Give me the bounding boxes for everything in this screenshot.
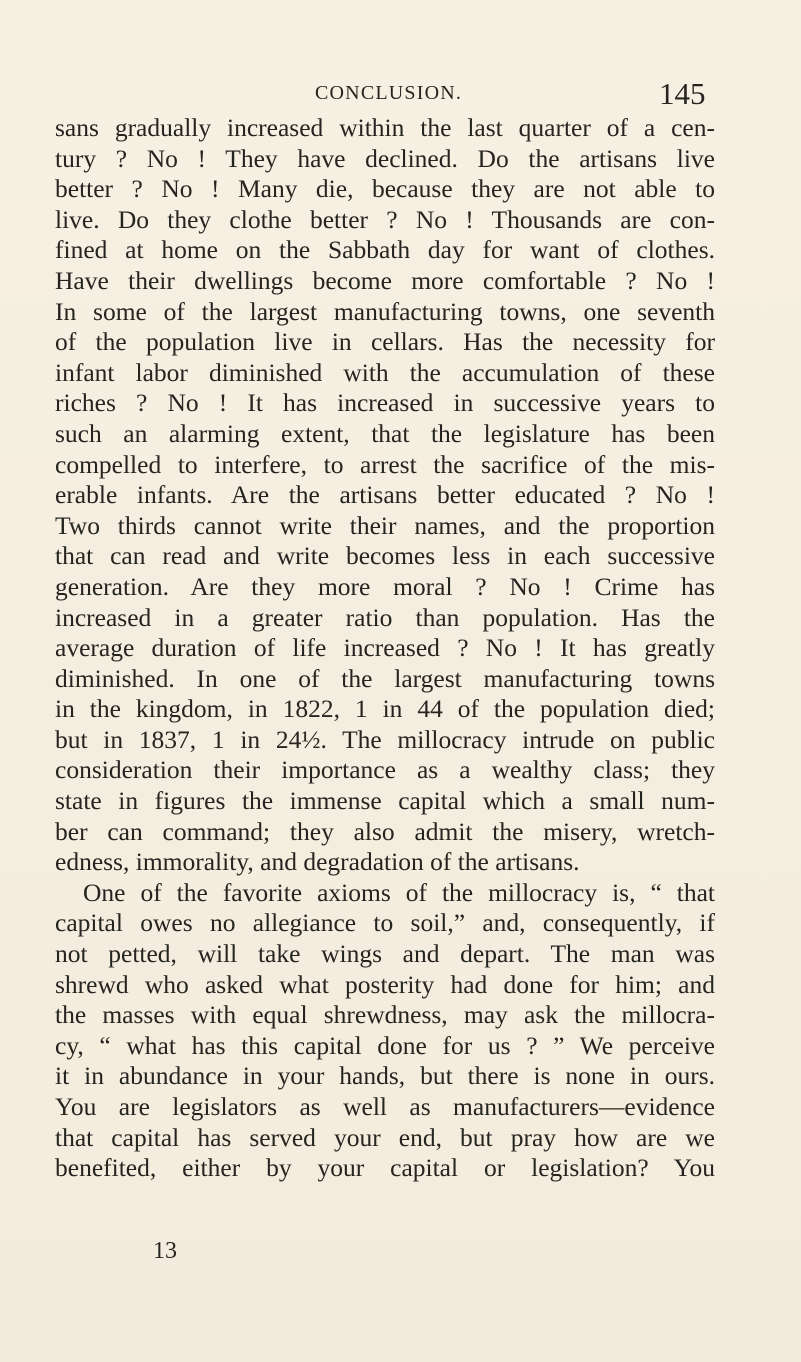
text-line: Two thirds cannot write their names, and the proportion xyxy=(55,510,715,540)
text-line: better ? No ! Many die, because they are not able to xyxy=(55,174,715,204)
text-line: average duration of life increased ? No ! It has greatly xyxy=(55,633,715,663)
text-line: consideration their importance as a wealthy class; they xyxy=(55,755,715,785)
text-line: compelled to interfere, to arrest the sacrifice of the mis- xyxy=(55,449,715,479)
text-line: You are legislators as well as manufacturers—evidence xyxy=(55,1092,715,1121)
paragraph xyxy=(55,113,715,878)
running-title: CONCLUSION. xyxy=(315,82,463,104)
text-line: such an alarming extent, that the legislature has been xyxy=(55,418,715,448)
page-number: 145 xyxy=(659,76,706,111)
text-line: generation. Are they more moral ? No ! Crime has xyxy=(55,571,715,601)
text-line: in the kingdom, in 1822, 1 in 44 of the population died; xyxy=(55,694,715,724)
text-line: One of the favorite axioms of the millocracy is, “ that xyxy=(83,877,715,907)
signature-mark: 13 xyxy=(153,1238,177,1264)
text-line: the masses with equal shrewdness, may ask the millocra- xyxy=(55,1000,715,1030)
paragraph xyxy=(55,878,715,1184)
text-line: increased in a greater ratio than population. Has the xyxy=(55,602,715,632)
text-line: of the population live in cellars. Has the necessity for xyxy=(55,327,715,357)
text-line: benefited, either by your capital or legislation? You xyxy=(55,1153,715,1183)
text-line: that capital has served your end, but pray how are we xyxy=(55,1122,715,1152)
text-line: cy, “ what has this capital done for us ? ” We perceive xyxy=(55,1030,715,1060)
text-line: sans gradually increased within the last quarter of a cen- xyxy=(55,113,715,142)
text-line: ber can command; they also admit the misery, wretch- xyxy=(55,816,715,846)
body-text xyxy=(55,113,715,1184)
text-line: erable infants. Are the artisans better educated ? No ! xyxy=(55,480,715,510)
text-line: Have their dwellings become more comfortable ? No ! xyxy=(55,265,715,295)
text-line: but in 1837, 1 in 24½. The millocracy intrude on public xyxy=(55,724,715,754)
text-line: edness, immorality, and degradation of the artisans. xyxy=(55,847,580,877)
text-line: it in abundance in your hands, but there is none in ours. xyxy=(55,1061,715,1091)
text-line: live. Do they clothe better ? No ! Thousands are con- xyxy=(55,204,715,234)
text-line: capital owes no allegiance to soil,” and, consequently, if xyxy=(55,908,715,938)
running-head xyxy=(0,76,801,110)
text-line: infant labor diminished with the accumulation of these xyxy=(55,357,715,387)
text-line: diminished. In one of the largest manufacturing towns xyxy=(55,663,715,693)
text-line: that can read and write becomes less in each successive xyxy=(55,541,715,571)
text-line: shrewd who asked what posterity had done for him; and xyxy=(55,969,715,999)
text-line: tury ? No ! They have declined. Do the artisans live xyxy=(55,143,715,173)
text-line: In some of the largest manufacturing towns, one seventh xyxy=(55,296,715,326)
text-line: state in figures the immense capital which a small num- xyxy=(55,786,715,816)
text-line: riches ? No ! It has increased in successive years to xyxy=(55,388,715,418)
text-line: not petted, will take wings and depart. The man was xyxy=(55,939,715,969)
text-line: fined at home on the Sabbath day for want of clothes. xyxy=(55,235,715,265)
